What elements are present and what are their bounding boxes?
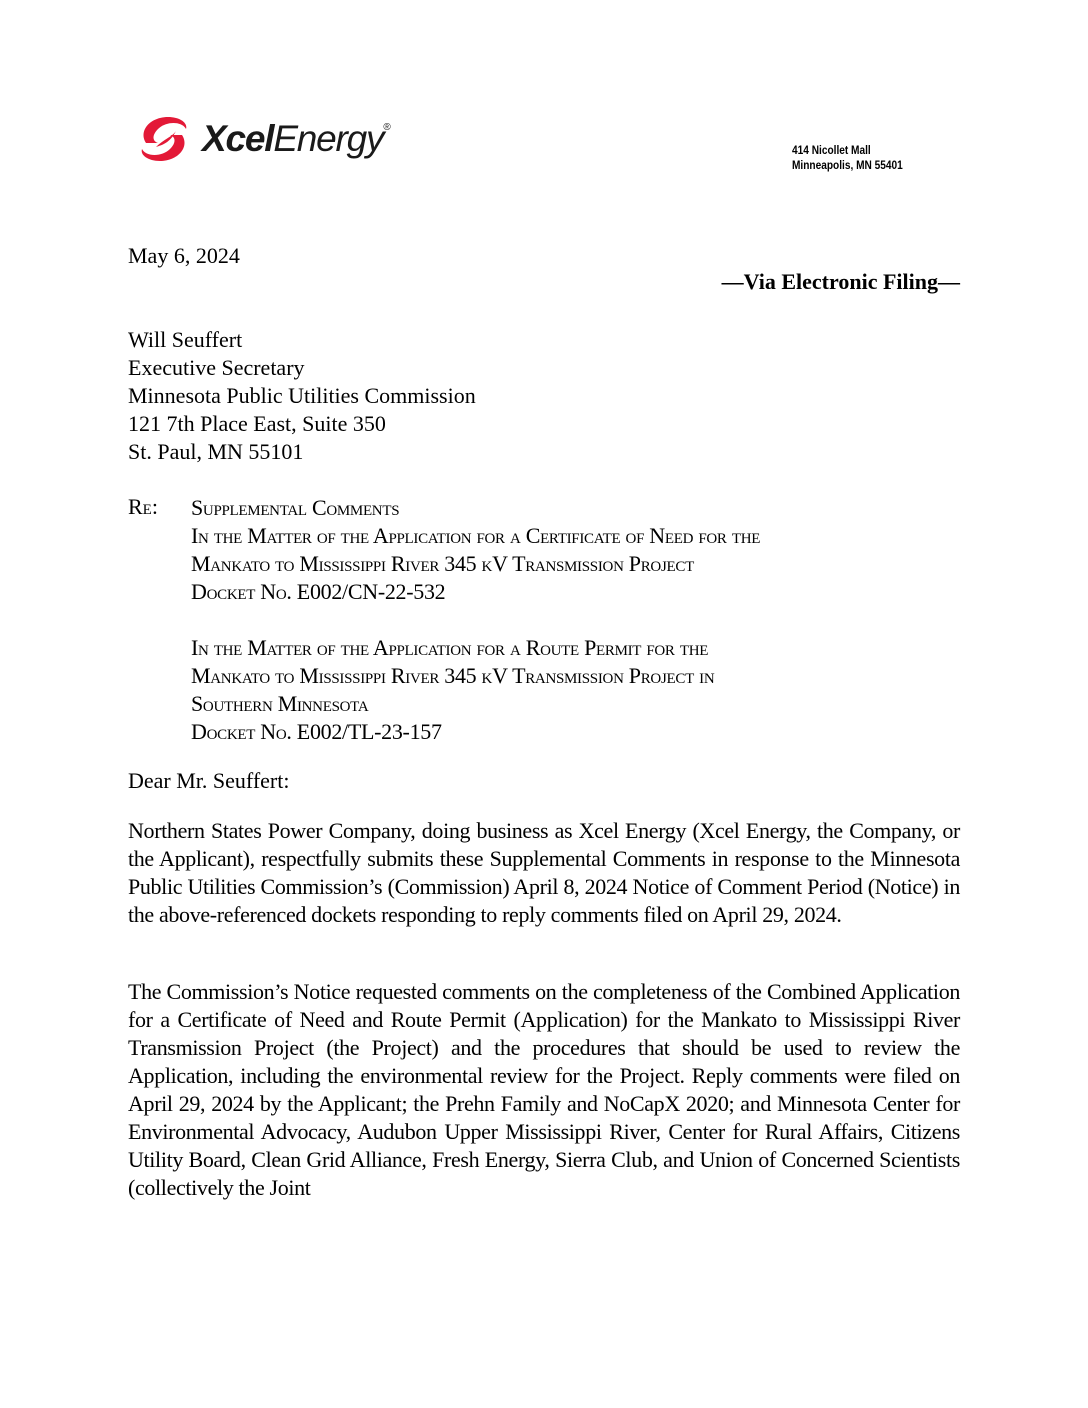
recipient-street: 121 7th Place East, Suite 350	[128, 411, 386, 436]
re-line: Mankato to Mississippi River 345 kV Transmission Project in	[191, 663, 715, 688]
letter-date: May 6, 2024	[128, 243, 240, 268]
docket-number: Docket No. E002/TL-23-157	[191, 719, 442, 744]
re-line: Southern Minnesota	[191, 691, 369, 716]
re-line: Supplemental Comments	[191, 495, 400, 520]
logo-wordmark	[202, 118, 390, 160]
address-line: 414 Nicollet Mall	[792, 145, 871, 157]
re-subject-block-cn	[191, 494, 760, 606]
re-subject-block-tl	[191, 634, 714, 746]
xcel-energy-logo	[136, 113, 390, 165]
address-line: Minneapolis, MN 55401	[792, 160, 903, 172]
xcel-swirl-icon	[136, 113, 192, 165]
logo-brand-bold: Xcel	[202, 118, 274, 159]
recipient-block	[128, 326, 476, 466]
recipient-organization: Minnesota Public Utilities Commission	[128, 383, 476, 408]
body-paragraph: Northern States Power Company, doing business as Xcel Energy (Xcel Energy, the Company, or the Applicant), respectfully submits these Supplemental Comments in response to the Minnesota Public Utilities Commission’s (Commission) April 8, 2024 Notice of Comment Period (Notice) in the above-referenced dockets responding to reply comments filed on April 29, 2024.	[128, 818, 960, 927]
re-line: In the Matter of the Application for a Route Permit for the	[191, 635, 709, 660]
recipient-city: St. Paul, MN 55101	[128, 439, 304, 464]
salutation: Dear Mr. Seuffert:	[128, 768, 290, 793]
re-line: In the Matter of the Application for a Certificate of Need for the	[191, 523, 761, 548]
recipient-name: Will Seuffert	[128, 327, 243, 352]
re-line: Mankato to Mississippi River 345 kV Transmission Project	[191, 551, 694, 576]
delivery-method: —Via Electronic Filing—	[721, 269, 960, 294]
re-label: Re:	[128, 494, 158, 519]
recipient-title: Executive Secretary	[128, 355, 305, 380]
body-paragraph: The Commission’s Notice requested comments on the completeness of the Combined Application for a Certificate of Need and Route Permit (Application) for the Mankato to Mississippi River Transmission Project (the Project) and the procedures that should be used to review the Application, including the environmental review for the Project. Reply comments were filed on April 29, 2024 by the Applicant; the Prehn Family and NoCapX 2020; and Minnesota Center for Environmental Advocacy, Audubon Upper Mississippi River, Center for Rural Affairs, Citizens Utility Board, Clean Grid Alliance, Fresh Energy, Sierra Club, and Union of Concerned Scientists (collectively the Joint	[128, 979, 960, 1200]
docket-number: Docket No. E002/CN-22-532	[191, 579, 446, 604]
logo-brand-regular: Energy	[273, 118, 384, 159]
registered-mark: ®	[383, 122, 390, 133]
sender-address	[792, 144, 903, 174]
